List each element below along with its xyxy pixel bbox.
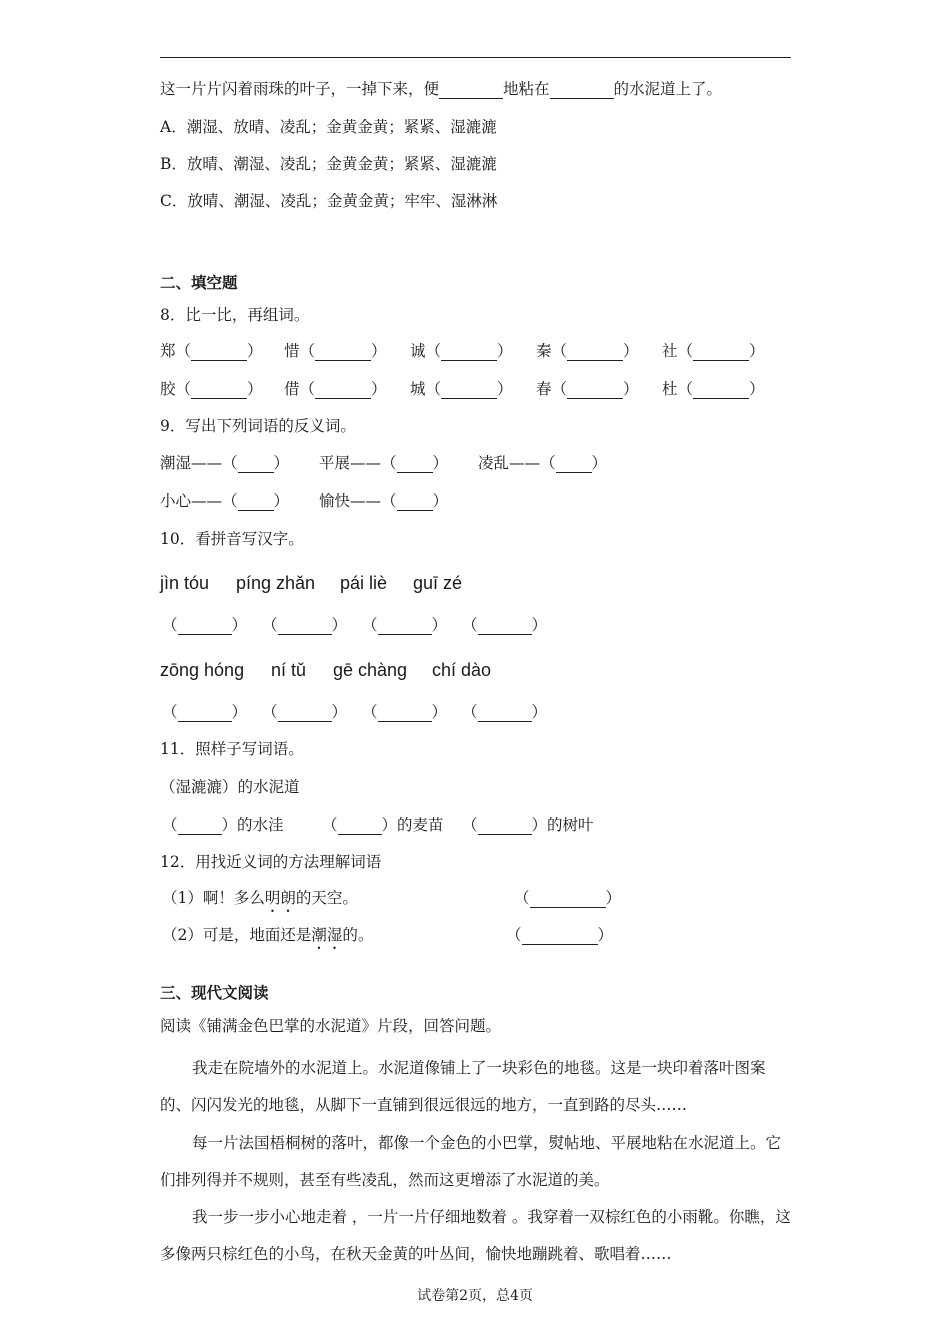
q10-pinyin: gē chàng [333,660,408,680]
q8-item: 春（ ） [536,380,639,398]
q9-item: 小心——（ ） [160,492,290,510]
q10-stem: 10．看拼音写汉字。 [160,530,304,548]
q8-item: 胶（ ） [160,380,263,398]
q11-blank[interactable] [178,820,222,835]
q10-blank[interactable]: （ ） [462,703,548,721]
q10-pinyin: ní tǔ [271,660,307,680]
q10-blank[interactable]: （ ） [262,703,348,721]
q12-item-2: （2）可是，地面还是潮湿的。 [162,926,374,944]
q8-blank[interactable] [441,346,497,361]
q12-blank[interactable]: （ ） [506,926,614,944]
q8-blank[interactable] [191,384,247,399]
q8-item: 社（ ） [662,342,765,360]
q11-example: （湿漉漉）的水泥道 [160,778,300,796]
q10-pinyin: chí dào [432,660,492,680]
q11-blank[interactable] [338,820,382,835]
q12-stem: 12．用找近义词的方法理解词语 [160,853,382,871]
q8-item: 借（ ） [284,380,387,398]
q12-blank[interactable]: （ ） [514,889,622,907]
q10-pinyin: jìn tóu [160,573,210,593]
reading-paragraph-1: 我走在院墙外的水泥道上。水泥道像铺上了一块彩色的地毯。这是一块印着落叶图案的、闪闪发光的地毯，从脚下一直铺到很远很远的地方，一直到路的尽头…… [160,1059,766,1114]
reading-intro: 阅读《铺满金色巴掌的水泥道》片段，回答问题。 [160,1017,502,1035]
reading-paragraph-3: 我一步一步小心地走着 ，一片一片仔细地数着 。我穿着一双棕红色的小雨靴。你瞧，这多像两只棕红色的小鸟，在秋天金黄的叶丛间，愉快地蹦跳着、歌唱着…… [160,1208,791,1263]
q8-item: 惜（ ） [284,342,387,360]
q9-blank[interactable] [397,496,433,511]
q8-blank[interactable] [191,346,247,361]
q9-item: 凌乱——（ ） [478,454,608,472]
q8-blank[interactable] [567,384,623,399]
q10-pinyin: píng zhǎn [236,573,316,593]
q10-blank[interactable]: （ ） [262,616,348,634]
q8-blank[interactable] [315,346,371,361]
q7-stem-part-a: 这一片片闪着雨珠的叶子，一掉下来，便 [160,80,440,98]
q10-blank[interactable]: （ ） [162,703,248,721]
q12-emphasized-word: 明朗 [264,889,296,907]
q9-blank[interactable] [238,496,274,511]
q9-blank[interactable] [556,458,592,473]
q10-pinyin: pái liè [340,573,388,593]
q10-blank[interactable]: （ ） [162,616,248,634]
q7-stem-part-b: 地粘在 [503,80,550,98]
q11-item: （ ）的树叶 [462,816,594,834]
section-2-title: 二、填空题 [160,273,238,292]
q12-item-1: （1）啊！多么明朗的天空。 [162,889,358,907]
reading-paragraph-2: 每一片法国梧桐树的落叶，都像一个金色的小巴掌，熨帖地、平展地粘在水泥道上。它们排列得并不规则，甚至有些凌乱，然而这更增添了水泥道的美。 [160,1134,782,1189]
q9-item: 潮湿——（ ） [160,454,290,472]
q8-item: 秦（ ） [536,342,639,360]
q7-blank-1[interactable] [439,84,503,99]
header-rule [160,57,791,58]
q7-blank-2[interactable] [550,84,614,99]
q7-option-c[interactable]: C．放晴、潮湿、凌乱；金黄金黄；牢牢、湿淋淋 [160,192,498,210]
q7-stem-part-c: 的水泥道上了。 [613,80,723,98]
q8-blank[interactable] [441,384,497,399]
q12-emphasized-word: 潮湿 [311,926,343,944]
q10-blank[interactable]: （ ） [362,616,448,634]
page-footer: 试卷第2页，总4页 [417,1288,533,1304]
q7-option-a[interactable]: A．潮湿、放晴、凌乱；金黄金黄；紧紧、湿漉漉 [160,118,497,136]
q10-pinyin: zōng hóng [160,660,245,680]
q9-item: 平展——（ ） [319,454,449,472]
q7-option-b[interactable]: B．放晴、潮湿、凌乱；金黄金黄；紧紧、湿漉漉 [160,155,497,173]
q11-item: （ ）的麦苗 [322,816,444,834]
q11-item: （ ）的水洼 [162,816,284,834]
q10-blank[interactable]: （ ） [362,703,448,721]
q9-blank[interactable] [238,458,274,473]
q8-item: 郑（ ） [160,342,263,360]
q9-item: 愉快——（ ） [319,492,449,510]
q8-blank[interactable] [567,346,623,361]
q8-blank[interactable] [315,384,371,399]
q10-pinyin: guī zé [413,573,463,593]
q8-item: 城（ ） [410,380,513,398]
q8-item: 诚（ ） [410,342,513,360]
q7-stem [160,79,722,99]
q8-blank[interactable] [693,346,749,361]
q8-stem: 8．比一比，再组词。 [160,306,310,324]
q8-item: 杜（ ） [662,380,765,398]
q10-blank[interactable]: （ ） [462,616,548,634]
q9-stem: 9．写出下列词语的反义词。 [160,417,356,435]
q9-blank[interactable] [397,458,433,473]
q11-blank[interactable] [478,820,532,835]
q8-blank[interactable] [693,384,749,399]
q11-stem: 11．照样子写词语。 [160,740,304,758]
section-3-title: 三、现代文阅读 [160,983,269,1002]
